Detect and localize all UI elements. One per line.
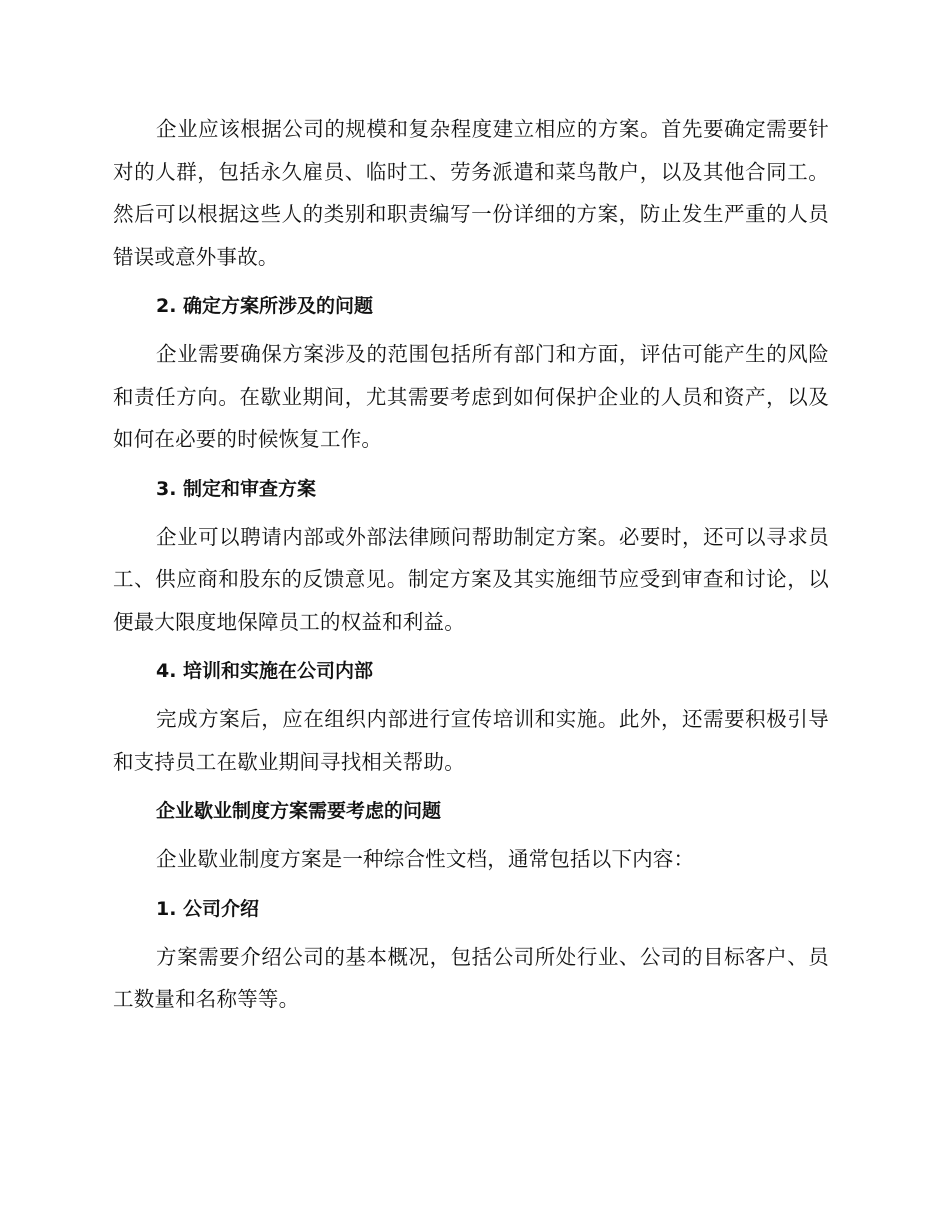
body-paragraph: 企业应该根据公司的规模和复杂程度建立相应的方案。首先要确定需要针对的人群，包括永久雇员、临时工、劳务派遣和菜鸟散户，以及其他合同工。然后可以根据这些人的类别和职责编写一份详细的方案，防止发生严重的人员错误或意外事故。 — [113, 117, 829, 269]
body-paragraph: 企业歇业制度方案是一种综合性文档，通常包括以下内容： — [156, 847, 695, 871]
body-paragraph: 企业需要确保方案涉及的范围包括所有部门和方面，评估可能产生的风险和责任方向。在歇业期间，尤其需要考虑到如何保护企业的人员和资产，以及如何在必要的时候恢复工作。 — [113, 342, 829, 451]
section-heading: 企业歇业制度方案需要考虑的问题 — [156, 800, 442, 822]
body-paragraph: 企业可以聘请内部或外部法律顾问帮助制定方案。必要时，还可以寻求员工、供应商和股东的反馈意见。制定方案及其实施细节应受到审查和讨论，以便最大限度地保障员工的权益和利益。 — [113, 524, 829, 634]
section-heading: 3. 制定和审查方案 — [156, 477, 317, 500]
section-heading: 2. 确定方案所涉及的问题 — [156, 295, 374, 317]
section-heading: 4. 培训和实施在公司内部 — [156, 660, 374, 682]
body-paragraph: 方案需要介绍公司的基本概况，包括公司所处行业、公司的目标客户、员工数量和名称等等。 — [113, 944, 829, 1011]
section-heading: 1. 公司介绍 — [156, 897, 260, 920]
document-body — [113, 108, 829, 1021]
body-paragraph: 完成方案后，应在组织内部进行宣传培训和实施。此外，还需要积极引导和支持员工在歇业期间寻找相关帮助。 — [113, 707, 829, 774]
